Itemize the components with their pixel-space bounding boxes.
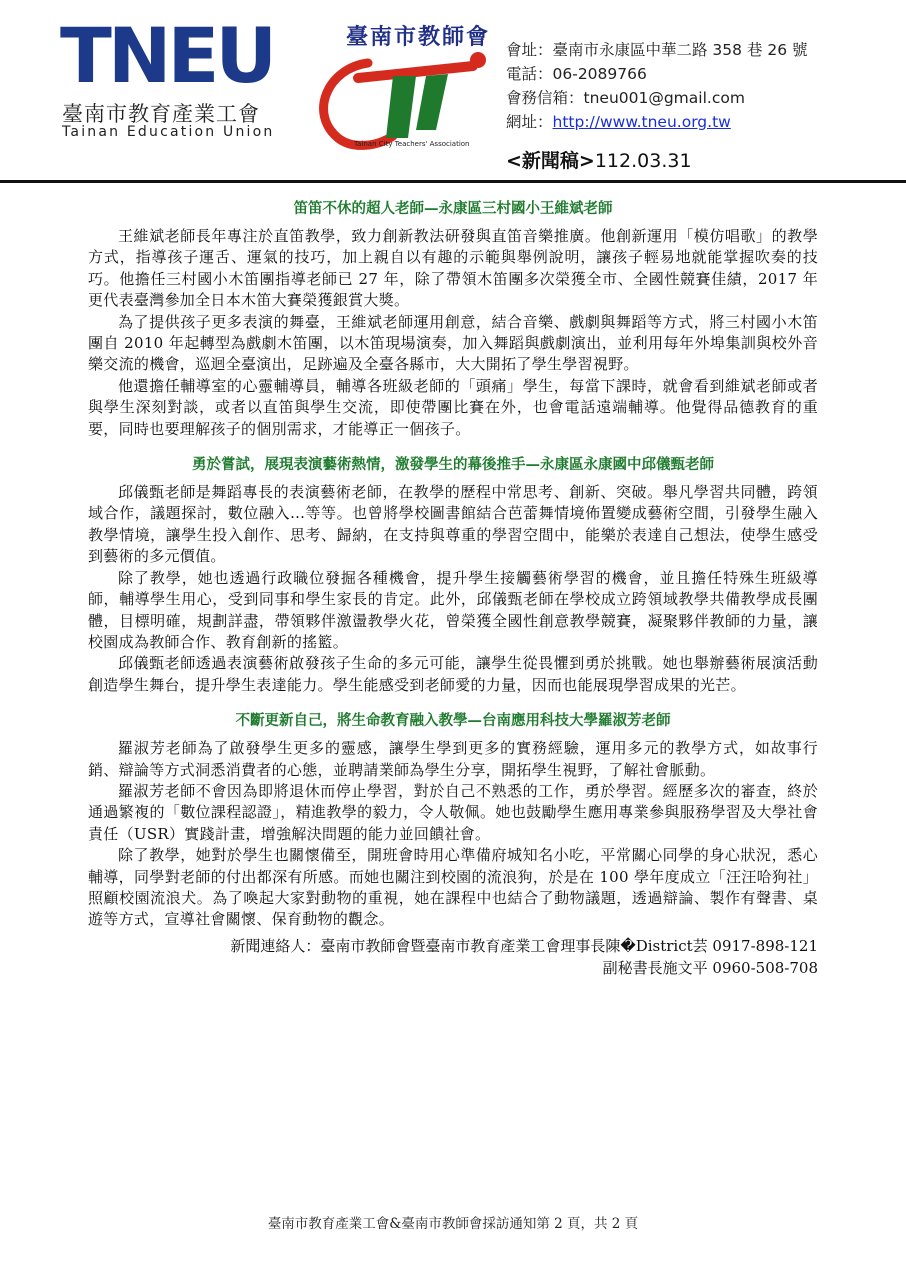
section-title: 笛笛不休的超人老師—永康區三村國小王維斌老師 (293, 200, 613, 217)
header-divider (0, 180, 906, 183)
section-title: 勇於嘗試，展現表演藝術熱情，激發學生的幕後推手—永康區永康國中邱儀甄老師 (192, 456, 714, 474)
paragraph: 除了教學，她對於學生也關懷備至，開班會時用心準備府城知名小吃，平常關心同學的身心狀況，悉心輔導，同學對老師的付出都深有所感。而她也關注到校園的流浪狗，於是在 100 學年度成立「汪汪哈狗社」照顧校園流浪犬。為了喚起大家對動物的重視，她在課程中也結合了動物議題，透過辯論、製作有聲書、桌遊等方式，宣導社會關懷、保育動物的觀念。 (88, 846, 818, 929)
tneu-logo (60, 11, 275, 143)
website-link[interactable]: http://www.tneu.org.tw (552, 113, 731, 131)
press-contacts (88, 935, 818, 979)
paragraph: 邱儀甄老師是舞蹈專長的表演藝術老師，在教學的歷程中常思考、創新、突破。舉凡學習共同體，跨領域合作，議題探討，數位融入…等等。也曾將學校圖書館結合芭蕾舞情境佈置變成藝術空間，引發學生融入教學情境，讓學生投入創作、思考、歸納，在支持與尊重的學習空間中，能樂於表達自己想法，使學生感受到藝術的多元價值。 (88, 483, 818, 566)
letterhead (0, 0, 906, 180)
tneu-name-chinese: 臺南市教育產業工會 (62, 102, 260, 126)
tcta-name-chinese: 臺南市教師會 (346, 24, 491, 50)
press-contact-primary: 新聞連絡人：臺南市教師會暨臺南市教育產業工會理事長陳�District芸 0917-898-121 (230, 936, 818, 955)
tcta-name-english: Tainan City Teachers' Association (354, 140, 470, 148)
press-release-heading (506, 146, 692, 173)
press-contact-secondary: 副秘書長施文平 0960-508-708 (602, 958, 818, 977)
paragraph: 王維斌老師長年專注於直笛教學，致力創新教法研發與直笛音樂推廣。他創新運用「模仿唱歌」的教學方式，指導孩子運舌、運氣的技巧，加上親自以有趣的示範與舉例說明，讓孩子輕易地就能掌握吹奏的技巧。他擔任三村國小木笛團指導老師已 27 年，除了帶領木笛團多次榮獲全市、全國性競賽佳績，2017 年更代表臺灣參加全日本木笛大賽榮獲銀賞大獎。 (88, 227, 818, 310)
website-line (506, 110, 808, 134)
tneu-logo-wordmark: TNEU (60, 11, 274, 100)
address-line: 會址：臺南市永康區中華二路 358 巷 26 號 (506, 41, 808, 59)
paragraph: 邱儀甄老師透過表演藝術啟發孩子生命的多元可能，讓學生從畏懼到勇於挑戰。她也舉辦藝術展演活動創造學生舞台，提升學生表達能力。學生能感受到老師愛的力量，因而也能展現學習成果的光芒。 (88, 654, 818, 694)
paragraph: 為了提供孩子更多表演的舞臺，王維斌老師運用創意，結合音樂、戲劇與舞蹈等方式，將三村國小木笛團自 2010 年起轉型為戲劇木笛團，以木笛現場演奏，加入舞蹈與戲劇演出，並利用每年外埠集訓與校外音樂交流的機會，巡迴全臺演出，足跡遍及全臺各縣市，大大開拓了學生學習視野。 (88, 312, 818, 374)
paragraph: 羅淑芳老師為了啟發學生更多的靈感，讓學生學到更多的實務經驗，運用多元的教學方式，如故事行銷、辯論等方式洞悉消費者的心態，並聘請業師為學生分享，開拓學生視野，了解社會脈動。 (88, 739, 818, 779)
article-body (88, 198, 818, 979)
contact-info (506, 38, 808, 134)
section-title: 不斷更新自己，將生命教育融入教學—台南應用科技大學羅淑芳老師 (235, 712, 671, 730)
paragraph: 羅淑芳老師不會因為即將退休而停止學習，對於自己不熟悉的工作，勇於學習。經歷多次的審查，終於通過繁複的「數位課程認證」，精進教學的毅力，令人敬佩。她也鼓勵學生應用專業參與服務學習及大學社會責任（USR）實踐計畫，增強解決問題的能力並回饋社會。 (88, 781, 818, 843)
page-footer: 臺南市教育產業工會&臺南市教師會採訪通知第 2 頁，共 2 頁 (267, 1216, 639, 1232)
press-release-label: <新聞稿> (506, 150, 595, 172)
paragraph: 他還擔任輔導室的心靈輔導員，輔導各班級老師的「頭痛」學生，每當下課時，就會看到維斌老師或者與學生深刻對談，或者以直笛與學生交流，即使帶團比賽在外，也會電話遠端輔導。他覺得品德教育的重要，同時也要理解孩子的個別需求，才能導正一個孩子。 (88, 376, 818, 438)
tneu-name-english: Tainan Education Union (62, 124, 275, 140)
press-release-date: 112.03.31 (594, 150, 692, 172)
paragraph: 除了教學，她也透過行政職位發掘各種機會，提升學生接觸藝術學習的機會，並且擔任特殊生班級導師，輔導學生用心，受到同事和學生家長的肯定。此外，邱儀甄老師在學校成立跨領域教學共備教學成長團體，目標明確，規劃詳盡，帶領夥伴激盪教學火花，曾榮獲全國性創意教學競賽，凝聚夥伴教師的力量，讓校園成為教師合作、教育創新的搖籃。 (88, 568, 818, 651)
website-label: 網址： (506, 113, 553, 131)
email-line: 會務信箱：tneu001@gmail.com (506, 89, 745, 107)
phone-line: 電話：06-2089766 (506, 65, 647, 83)
tcta-logo (298, 18, 498, 158)
